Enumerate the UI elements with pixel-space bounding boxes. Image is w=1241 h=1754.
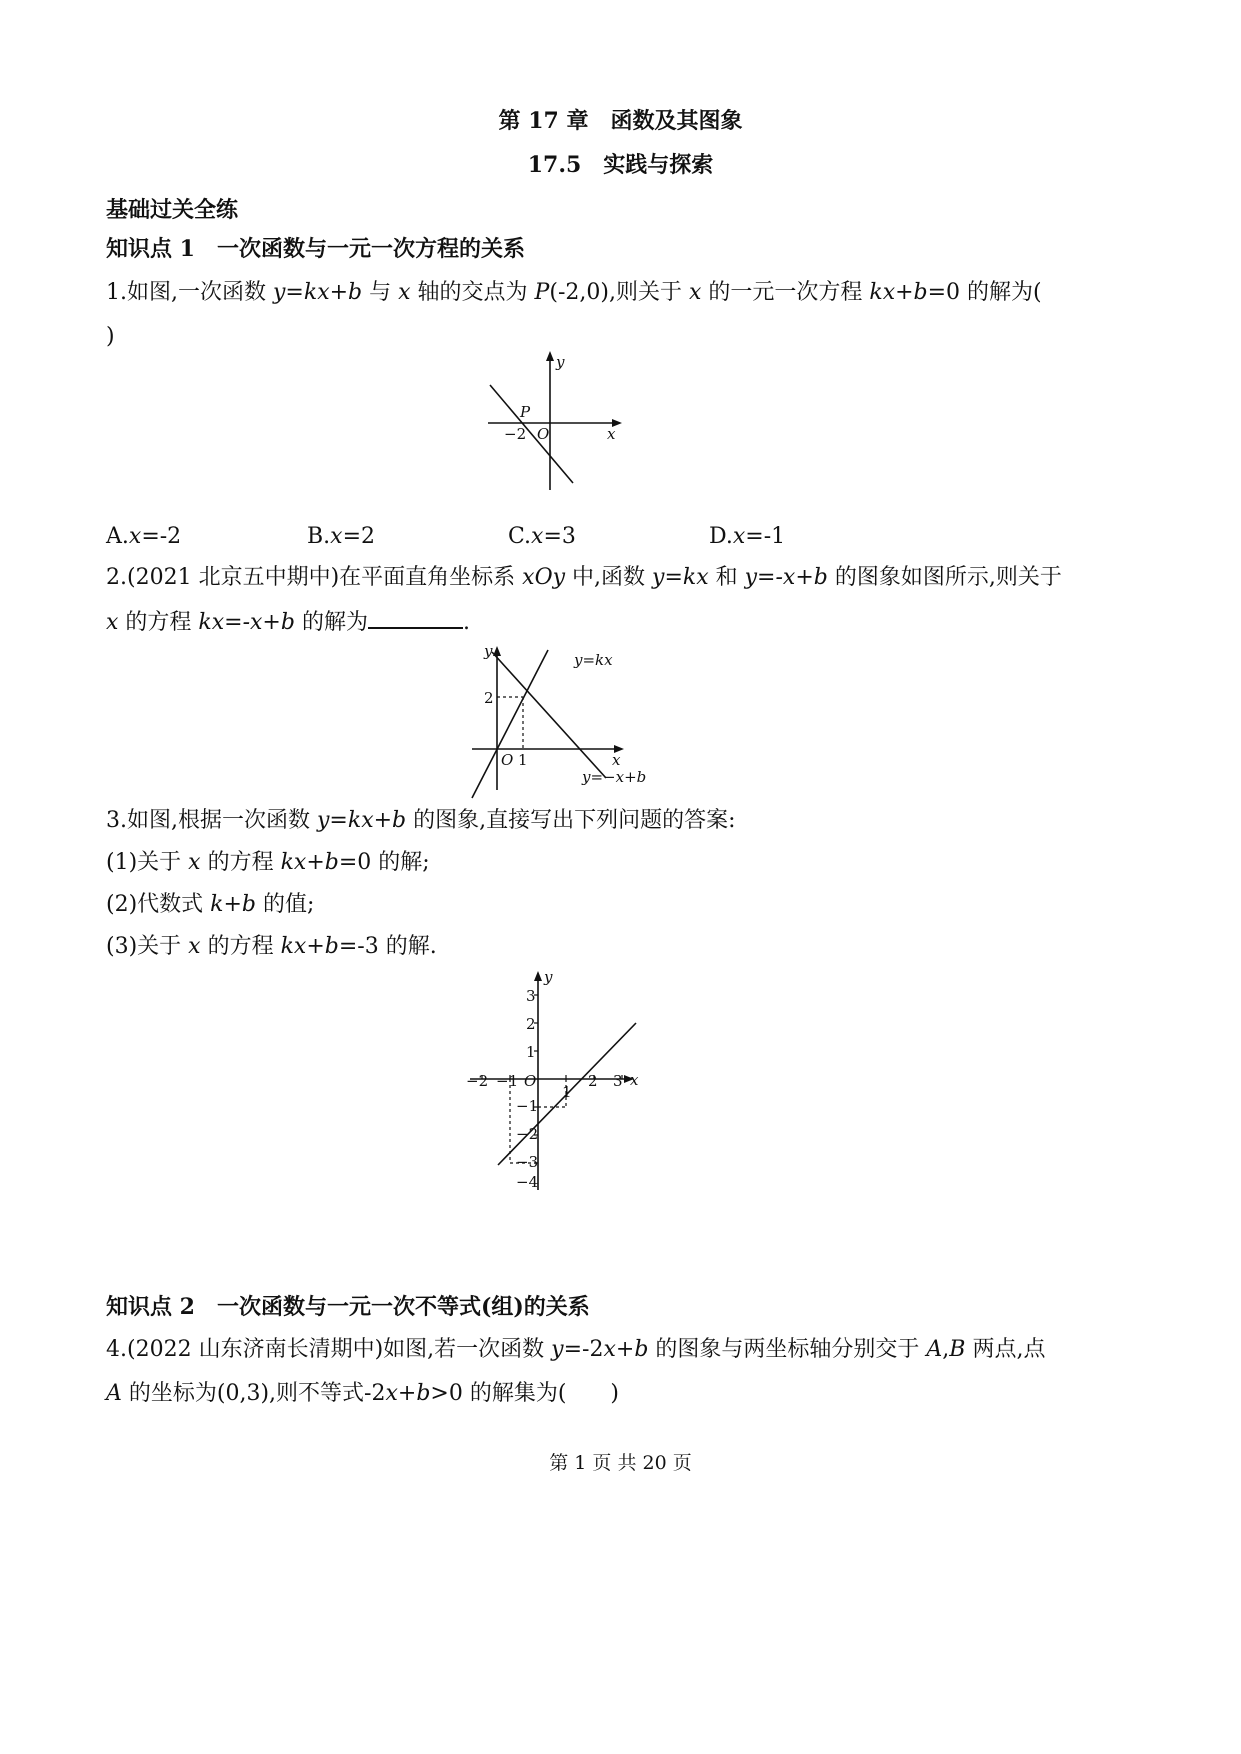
origin-label: O — [524, 1072, 537, 1090]
text: (1)关于 — [106, 850, 189, 875]
question-3-figure — [460, 965, 660, 1195]
text: 的解为 — [294, 610, 368, 635]
option-d[interactable] — [709, 524, 785, 550]
text: =0 的解为( — [927, 280, 1042, 305]
math: x — [688, 280, 702, 305]
text: 中,函数 — [565, 565, 653, 590]
text: (3)关于 — [106, 934, 189, 959]
y-label: y — [544, 968, 553, 986]
question-4-line-2 — [106, 1381, 619, 1407]
math: y=kx+b — [273, 280, 363, 305]
question-3-sub-1 — [106, 850, 430, 876]
x-tick-label: −2 — [466, 1072, 489, 1090]
x-tick-label: −1 — [496, 1072, 519, 1090]
tick-2-label: 2 — [484, 689, 494, 707]
math: kx+b — [869, 280, 928, 305]
question-3-line-1 — [106, 808, 736, 834]
text: 如图,一次函数 — [127, 280, 273, 305]
math: x — [398, 280, 411, 305]
math: P — [534, 280, 550, 305]
text: 的方程 — [118, 610, 199, 635]
math: b — [634, 1337, 649, 1362]
math: x — [128, 524, 142, 549]
y-tick-label: −3 — [516, 1153, 539, 1171]
question-4-line-1 — [106, 1337, 1045, 1363]
option-b[interactable] — [307, 524, 375, 550]
option-a[interactable] — [106, 524, 181, 550]
math: x — [732, 524, 746, 549]
x-label: x — [612, 751, 621, 769]
math: x — [188, 934, 201, 959]
math: B — [949, 1337, 966, 1362]
question-1-line-1 — [106, 280, 1042, 306]
math: y — [551, 1337, 564, 1362]
text: 的图象,直接写出下列问题的答案: — [406, 808, 736, 833]
page-footer: 第 1 页 共 20 页 — [549, 1452, 692, 1474]
math: xOy — [522, 565, 566, 590]
option-label: B. — [307, 524, 331, 549]
function-line — [490, 385, 573, 483]
x-tick-label: 3 — [613, 1072, 623, 1090]
option-value: =-2 — [141, 524, 182, 549]
math: x — [385, 1381, 398, 1406]
text: 如图,根据一次函数 — [127, 808, 317, 833]
tick-neg2-label: −2 — [504, 425, 527, 443]
text: 的值; — [256, 892, 315, 917]
knowledge-point-2-heading: 知识点 2 一次函数与一元一次不等式(组)的关系 — [106, 1294, 590, 1320]
question-2-figure — [460, 638, 660, 798]
text: (2022 山东济南长清期中)如图,若一次函数 — [127, 1337, 552, 1362]
math: kx+b — [280, 850, 339, 875]
part-heading: 基础过关全练 — [106, 197, 239, 223]
question-number: 3. — [106, 808, 127, 833]
tick-1-label: 1 — [518, 751, 528, 769]
question-2-line-1 — [106, 565, 1062, 591]
math: x — [188, 850, 201, 875]
chapter-title: 第 17 章 函数及其图象 — [498, 108, 743, 134]
math: y=kx+b — [317, 808, 407, 833]
origin-label: O — [501, 751, 514, 769]
answer-blank[interactable] — [368, 609, 463, 629]
question-2-line-2 — [106, 609, 470, 636]
line-y-neg-x-plus-b-label: y=−x+b — [582, 768, 647, 786]
option-c[interactable] — [508, 524, 576, 550]
y-axis-arrow — [534, 971, 542, 981]
text: 的方程 — [200, 934, 281, 959]
text: 的图象与两坐标轴分别交于 — [648, 1337, 927, 1362]
text: + — [397, 1381, 417, 1406]
x-tick-label: 2 — [588, 1072, 598, 1090]
text: >0 的解集为( ) — [430, 1381, 620, 1406]
text: 的方程 — [200, 850, 281, 875]
text: 的图象如图所示,则关于 — [827, 565, 1062, 590]
math: y=kx — [652, 565, 709, 590]
math: x — [531, 524, 544, 549]
question-3-sub-2 — [106, 892, 314, 918]
math: A — [106, 1381, 122, 1406]
knowledge-point-1-heading: 知识点 1 一次函数与一元一次方程的关系 — [106, 236, 525, 262]
y-axis-arrow — [546, 351, 554, 361]
question-number: 1. — [106, 280, 127, 305]
text: (2)代数式 — [106, 892, 211, 917]
option-value: =3 — [543, 524, 576, 549]
text: + — [615, 1337, 635, 1362]
y-label: y — [484, 642, 493, 660]
math: x — [330, 524, 343, 549]
option-value: =-1 — [745, 524, 786, 549]
text: 轴的交点为 — [410, 280, 535, 305]
question-number: 2. — [106, 565, 127, 590]
option-label: A. — [106, 524, 129, 549]
math: k+b — [210, 892, 257, 917]
y-tick-label: −4 — [516, 1173, 539, 1191]
section-title: 17.5 实践与探索 — [527, 152, 714, 178]
question-number: 4. — [106, 1337, 127, 1362]
text: =0 的解; — [338, 850, 430, 875]
option-label: C. — [508, 524, 532, 549]
math: kx=-x+b — [198, 610, 295, 635]
y-label: y — [556, 353, 565, 371]
x-label: x — [630, 1071, 639, 1089]
y-tick-label: −2 — [516, 1125, 539, 1143]
text: (2021 北京五中期中)在平面直角坐标系 — [127, 565, 523, 590]
text: . — [462, 610, 470, 635]
point-p-label: P — [520, 403, 531, 421]
math: b — [416, 1381, 431, 1406]
y-tick-label: 2 — [526, 1015, 536, 1033]
y-tick-label: 1 — [526, 1043, 536, 1061]
y-tick-label: −1 — [516, 1097, 539, 1115]
x-tick-label: 1 — [562, 1083, 572, 1101]
text: 两点,点 — [965, 1337, 1046, 1362]
x-label: x — [607, 425, 616, 443]
question-1-figure — [470, 345, 670, 495]
text: 的坐标为(0,3),则不等式-2 — [121, 1381, 386, 1406]
text: =-2 — [563, 1337, 604, 1362]
option-label: D. — [709, 524, 733, 549]
question-1-line-2: ) — [106, 324, 115, 349]
math: kx+b — [280, 934, 339, 959]
math: x — [603, 1337, 616, 1362]
text: (-2,0),则关于 — [549, 280, 689, 305]
text: 和 — [708, 565, 745, 590]
text: 与 — [362, 280, 399, 305]
y-tick-label: 3 — [526, 987, 536, 1005]
origin-label: O — [537, 425, 550, 443]
line-y-kx-label: y=kx — [574, 651, 613, 669]
text: , — [942, 1337, 950, 1362]
text: 的一元一次方程 — [701, 280, 870, 305]
math: x — [106, 610, 119, 635]
math: A — [926, 1337, 943, 1362]
question-3-sub-3 — [106, 934, 437, 960]
text: =-3 的解. — [338, 934, 437, 959]
option-value: =2 — [342, 524, 376, 549]
math: y=-x+b — [744, 565, 828, 590]
